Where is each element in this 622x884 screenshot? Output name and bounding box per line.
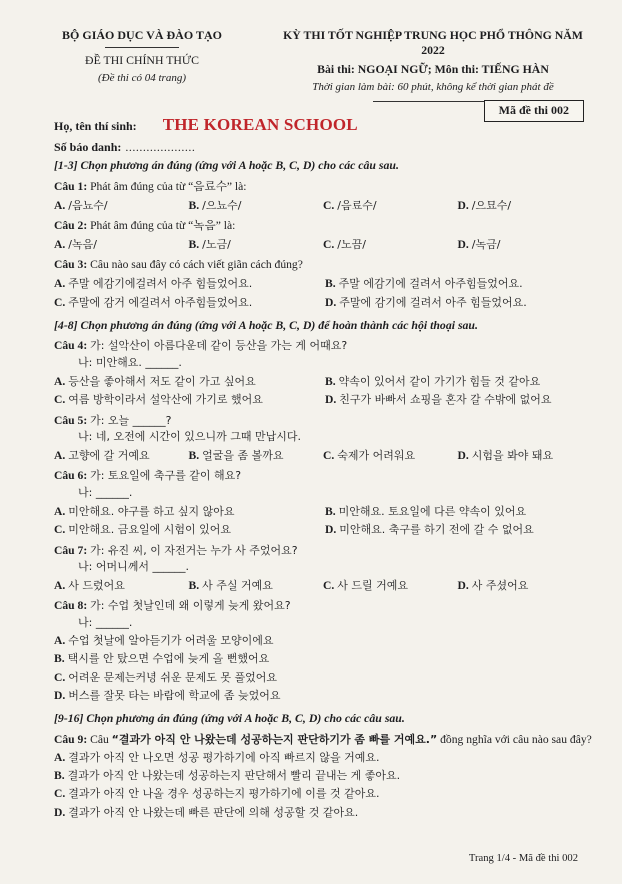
option-b[interactable] xyxy=(54,651,592,666)
option-text: 수업 첫날에 알아듣기가 어려울 모양이에요 xyxy=(68,634,274,648)
question-9 xyxy=(54,732,592,820)
option-b[interactable] xyxy=(325,374,592,389)
option-letter: B. xyxy=(188,238,200,252)
option-letter: D. xyxy=(457,198,469,212)
option-d[interactable] xyxy=(458,578,593,593)
question-text: Phát âm đúng của từ “음료수” là: xyxy=(90,179,247,193)
question-text: 가: 오늘 ______? xyxy=(90,413,172,427)
option-letter: C. xyxy=(323,198,335,212)
option-a[interactable] xyxy=(54,374,321,389)
option-b[interactable] xyxy=(189,198,324,213)
question-quote: “결과가 아직 안 나왔는데 성공하는지 판단하기가 좀 빠를 거예요.” xyxy=(111,732,438,746)
question-label: Câu 4: xyxy=(54,339,88,353)
option-text: 결과가 아직 안 나왔는데 빠른 판단에 의해 성공할 것 같아요. xyxy=(68,805,359,819)
option-letter: D. xyxy=(457,238,469,252)
option-b[interactable] xyxy=(189,237,324,252)
option-text: 주말에 감기에 걸려서 아주 힘들었어요. xyxy=(339,295,527,309)
page-footer: Trang 1/4 - Mã đề thi 002 xyxy=(468,853,578,865)
question-stem xyxy=(54,468,592,483)
option-d[interactable] xyxy=(325,522,592,537)
option-letter: B. xyxy=(188,449,200,463)
option-letter: B. xyxy=(188,579,200,593)
question-stem xyxy=(54,413,592,428)
question-label: Câu 3: xyxy=(54,258,88,272)
question-8 xyxy=(54,598,592,703)
option-letter: A. xyxy=(54,634,66,648)
dialog-line: 나: 미안해요. ______. xyxy=(78,355,182,369)
option-text: 친구가 바빠서 쇼핑을 혼자 갈 수밖에 없어요 xyxy=(339,393,552,407)
option-text: 주말 에감기에 걸려서 아주힘들었어요. xyxy=(338,277,523,291)
question-5 xyxy=(54,413,592,464)
question-stem xyxy=(54,543,592,558)
option-text: /녹음/ xyxy=(68,238,97,252)
question-stem xyxy=(54,732,592,747)
option-text: /으묘수/ xyxy=(471,198,512,212)
dialog-line: 나: ______. xyxy=(78,615,133,629)
option-letter: D. xyxy=(325,295,337,309)
option-c[interactable] xyxy=(54,392,321,407)
option-text: 시험을 봐야 돼요 xyxy=(471,449,554,463)
option-letter: D. xyxy=(457,449,469,463)
question-stem xyxy=(54,598,592,613)
section-title: [1-3] Chọn phương án đúng (ứng với A hoặc B, C, D) cho các câu sau. xyxy=(54,158,399,173)
question-text-pre: Câu xyxy=(90,732,112,746)
option-letter: A. xyxy=(54,504,66,518)
option-letter: B. xyxy=(54,652,65,666)
option-letter: B. xyxy=(325,374,336,388)
option-letter: C. xyxy=(323,579,335,593)
section-title: [9-16] Chọn phương án đúng (ứng với A hoặc B, C, D) cho các câu sau. xyxy=(54,711,405,726)
option-text: 미안해요. 금요일에 시험이 있어요 xyxy=(68,523,232,537)
option-a[interactable] xyxy=(54,578,189,593)
option-c[interactable] xyxy=(54,522,321,537)
question-text: 가: 수업 첫날인데 왜 이렇게 늦게 왔어요? xyxy=(90,599,291,613)
option-letter: B. xyxy=(188,198,200,212)
question-stem xyxy=(54,218,592,233)
option-letter: C. xyxy=(54,295,66,309)
option-b[interactable] xyxy=(325,504,592,519)
option-letter: A. xyxy=(54,198,66,212)
option-c[interactable] xyxy=(323,578,458,593)
option-text: /노끔/ xyxy=(337,238,366,252)
question-4 xyxy=(54,338,592,407)
option-text: /노금/ xyxy=(202,238,231,252)
option-text: 결과가 아직 안 나왔는데 성공하는지 판단해서 빨리 끝내는 게 좋아요. xyxy=(67,769,401,783)
options xyxy=(54,198,592,213)
option-letter: A. xyxy=(54,277,66,291)
option-text: 숙제가 어려워요 xyxy=(337,449,416,463)
question-label: Câu 6: xyxy=(54,469,88,483)
question-7 xyxy=(54,543,592,594)
exam-code-box: Mã đề thi 002 xyxy=(484,100,584,122)
exam-title: KỲ THI TỐT NGHIỆP TRUNG HỌC PHỔ THÔNG NĂM 2022 xyxy=(283,28,583,58)
option-c[interactable] xyxy=(323,448,458,463)
option-b[interactable] xyxy=(325,276,592,291)
option-letter: D. xyxy=(325,523,337,537)
option-text: 사 주셨어요 xyxy=(471,579,529,593)
option-letter: C. xyxy=(323,449,335,463)
option-a[interactable] xyxy=(54,504,321,519)
student-id-row xyxy=(54,140,592,156)
option-a[interactable] xyxy=(54,633,592,648)
option-text: 미안해요. 야구를 하고 싶지 않아요 xyxy=(68,504,235,518)
pages-note: (Đề thi có 04 trang) xyxy=(98,71,186,84)
option-letter: C. xyxy=(54,787,66,801)
header-right xyxy=(274,28,592,102)
student-id-dots: .................... xyxy=(125,140,196,155)
option-d[interactable] xyxy=(458,237,593,252)
question-2 xyxy=(54,218,592,252)
student-name-value: THE KOREAN SCHOOL xyxy=(162,115,358,135)
option-text: 사 드렸어요 xyxy=(68,579,125,593)
option-letter: B. xyxy=(54,769,65,783)
question-stem xyxy=(54,179,592,194)
option-text: 사 주실 거예요 xyxy=(202,579,273,593)
options xyxy=(54,237,592,252)
question-text: 가: 설악산이 아름다운데 같이 등산을 가는 게 어때요? xyxy=(90,339,348,353)
option-c[interactable] xyxy=(323,198,458,213)
option-d[interactable] xyxy=(458,448,593,463)
section-title: [4-8] Chọn phương án đúng (ứng với A hoặc B, C, D) để hoàn thành các hội thoại sau. xyxy=(54,317,478,332)
option-text: 결과가 아직 안 나올 경우 성공하는지 평가하기에 이를 것 같아요. xyxy=(68,787,380,801)
option-d[interactable] xyxy=(54,688,592,703)
options xyxy=(54,750,592,820)
option-text: /으뇨수/ xyxy=(202,198,242,212)
student-info xyxy=(54,103,592,155)
option-text: 결과가 아직 안 나오면 성공 평가하기에 아직 빠르지 않을 거예요. xyxy=(68,750,380,764)
question-label: Câu 5: xyxy=(54,413,88,427)
divider xyxy=(105,47,179,48)
question-text: 가: 유진 씨, 이 자전거는 누가 사 주었어요? xyxy=(90,543,298,557)
option-text: 얼굴을 좀 볼까요 xyxy=(202,449,284,463)
option-text: 버스를 잘못 타는 바람에 학교에 좀 늦었어요 xyxy=(68,688,281,702)
question-text: Câu nào sau đây có cách viết giãn cách đúng? xyxy=(90,258,303,272)
option-letter: A. xyxy=(54,579,66,593)
header-left xyxy=(54,28,230,102)
question-stem xyxy=(54,257,592,272)
option-text: 등산을 좋아해서 저도 같이 가고 싶어요 xyxy=(68,374,256,388)
question-6 xyxy=(54,468,592,537)
option-letter: A. xyxy=(54,449,66,463)
option-text: 미안해요. 토요일에 다른 약속이 있어요 xyxy=(338,504,527,518)
student-id-label: Số báo danh: xyxy=(54,140,122,155)
options xyxy=(54,276,592,310)
dialog-line: 나: 어머니께서 ______. xyxy=(78,559,189,573)
option-letter: A. xyxy=(54,238,66,252)
option-letter: D. xyxy=(54,805,66,819)
dialog-line: 나: 네, 오전에 시간이 있으니까 그때 만납시다. xyxy=(78,429,301,443)
official-label: ĐỀ THI CHÍNH THỨC xyxy=(85,52,199,67)
question-label: Câu 9: xyxy=(54,732,88,746)
option-b[interactable] xyxy=(189,578,324,593)
question-3 xyxy=(54,257,592,310)
option-letter: A. xyxy=(54,374,66,388)
ministry-name: BỘ GIÁO DỤC VÀ ĐÀO TẠO xyxy=(62,28,222,42)
option-text: /녹금/ xyxy=(471,238,501,252)
option-text: 여름 방학이라서 설악산에 가기로 했어요 xyxy=(68,393,263,407)
option-letter: A. xyxy=(54,750,66,764)
question-1 xyxy=(54,179,592,213)
option-text: 주말에 감거 에걸려서 아주힘들었어요. xyxy=(68,295,253,309)
question-text-post: đồng nghĩa với câu nào sau đây? xyxy=(437,732,592,746)
option-d[interactable] xyxy=(325,295,592,310)
options xyxy=(54,448,592,463)
option-a[interactable] xyxy=(54,750,592,765)
option-c[interactable] xyxy=(323,237,458,252)
option-letter: D. xyxy=(325,393,337,407)
option-text: 택시를 안 탔으면 수업에 늦게 올 뻔했어요 xyxy=(67,652,270,666)
option-a[interactable] xyxy=(54,198,189,213)
option-letter: C. xyxy=(54,523,66,537)
option-a[interactable] xyxy=(54,276,321,291)
option-letter: D. xyxy=(54,688,66,702)
dialog-line: 나: ______. xyxy=(78,485,133,499)
time-line: Thời gian làm bài: 60 phút, không kể thời gian phát đề xyxy=(312,80,554,93)
option-c[interactable] xyxy=(54,670,592,685)
option-text: 고향에 갈 거예요 xyxy=(68,449,150,463)
option-b[interactable] xyxy=(189,448,324,463)
student-name-label: Họ, tên thí sinh: xyxy=(54,119,137,134)
option-d[interactable] xyxy=(54,805,592,820)
option-text: 주말 에감기에걸려서 아주 힘들었어요. xyxy=(68,277,253,291)
option-b[interactable] xyxy=(54,768,592,783)
question-stem xyxy=(54,338,592,353)
exam-header xyxy=(54,28,592,102)
option-d[interactable] xyxy=(458,198,593,213)
option-letter: B. xyxy=(325,504,336,518)
option-text: 약속이 있어서 같이 가기가 힘들 것 같아요 xyxy=(338,374,541,388)
question-label: Câu 8: xyxy=(54,599,88,613)
option-a[interactable] xyxy=(54,237,189,252)
question-label: Câu 1: xyxy=(54,179,88,193)
option-c[interactable] xyxy=(54,295,321,310)
option-letter: C. xyxy=(323,238,335,252)
option-text: 어려운 문제는커녕 쉬운 문제도 못 풀었어요 xyxy=(68,670,278,684)
option-a[interactable] xyxy=(54,448,189,463)
option-d[interactable] xyxy=(325,392,592,407)
question-label: Câu 7: xyxy=(54,543,88,557)
option-letter: D. xyxy=(457,579,469,593)
options xyxy=(54,578,592,593)
option-text: /음뇨수/ xyxy=(68,198,108,212)
subject-line: Bài thi: NGOẠI NGỮ; Môn thi: TIẾNG HÀN xyxy=(317,61,549,76)
option-text: 미안해요. 축구를 하기 전에 갈 수 없어요 xyxy=(339,523,534,537)
options xyxy=(54,504,592,538)
option-c[interactable] xyxy=(54,786,592,801)
options xyxy=(54,633,592,703)
option-text: /음료수/ xyxy=(337,198,377,212)
divider xyxy=(373,101,493,102)
option-letter: B. xyxy=(325,277,336,291)
question-text: 가: 토요일에 축구를 같이 해요? xyxy=(90,469,242,483)
option-text: 사 드릴 거예요 xyxy=(337,579,409,593)
question-label: Câu 2: xyxy=(54,218,88,232)
options xyxy=(54,374,592,408)
option-letter: C. xyxy=(54,393,66,407)
option-letter: C. xyxy=(54,670,66,684)
question-text: Phát âm đúng của từ “녹음” là: xyxy=(90,218,236,232)
